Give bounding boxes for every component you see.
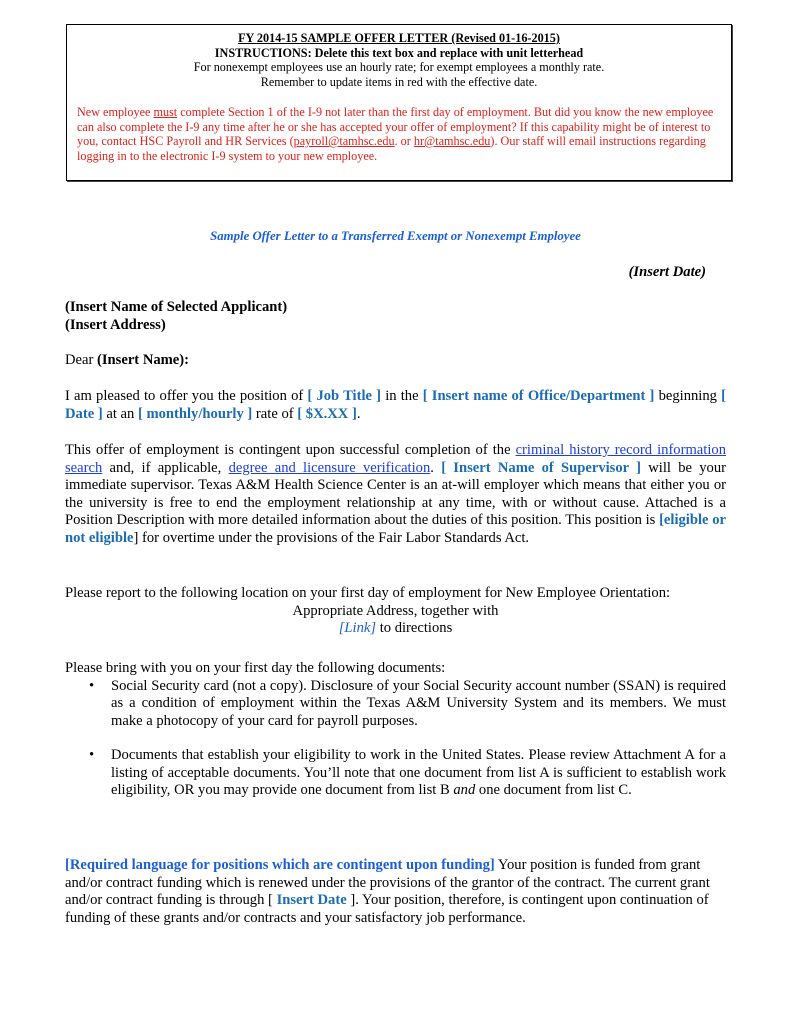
offer-text: in the xyxy=(381,388,423,404)
salutation xyxy=(65,352,726,370)
applicant-block xyxy=(65,299,726,334)
hr-email-link[interactable]: hr@tamhsc.edu xyxy=(413,134,491,148)
must-emphasis: must xyxy=(153,105,178,119)
rate-amount-field: [ $X.XX ] xyxy=(297,405,357,422)
funding-date-field: Insert Date xyxy=(276,892,347,908)
supervisor-field: [ Insert Name of Supervisor ] xyxy=(441,459,641,476)
list-item xyxy=(65,747,726,800)
applicant-name: (Insert Name of Selected Applicant) xyxy=(65,299,288,315)
i9-instructions xyxy=(77,105,721,163)
instructions-box xyxy=(66,24,732,181)
payroll-email-link[interactable]: payroll@tamhsc.edu xyxy=(293,134,395,148)
directions-text: to directions xyxy=(376,620,453,636)
instructions-header xyxy=(67,31,731,89)
bullet-icon: • xyxy=(89,747,95,763)
eligibility-requirement: one document from list C. xyxy=(475,782,632,798)
instructions-line: INSTRUCTIONS: Delete this text box and replace with unit letterhead xyxy=(214,45,584,60)
list-item xyxy=(65,678,726,731)
department-field: [ Insert name of Office/Department ] xyxy=(422,388,655,404)
i9-text: . or xyxy=(394,134,414,148)
i9-text: New employee xyxy=(77,105,154,119)
bullet-icon: • xyxy=(89,677,95,694)
instructions-update-note: Remember to update items in red with the effective date. xyxy=(260,74,538,89)
offer-text: at an xyxy=(102,405,138,422)
applicant-address: (Insert Address) xyxy=(65,316,166,333)
offer-text: rate of xyxy=(252,405,298,422)
documents-list xyxy=(65,678,726,800)
report-address: Appropriate Address, together with xyxy=(292,602,499,619)
eligibility-requirement: Documents that establish your eligibility to work in the United States. Please review Attachment A for a listing of acceptable documents. You’ll note that one document from list A is sufficient to establish work eligibility, OR you may provide one document from list B xyxy=(111,747,726,798)
start-date-field: [ Date ] xyxy=(65,388,726,422)
criminal-history-link[interactable]: criminal history record information search xyxy=(65,442,726,476)
salutation-prefix: Dear xyxy=(65,352,98,368)
funding-text: Your position is funded from grant and/or contract funding which is renewed under the provisions of the grantor of the contract. The current grant and/or contract funding is through [ xyxy=(65,857,710,908)
contingency-text: and, if applicable, xyxy=(102,459,229,476)
directions-line xyxy=(65,620,726,638)
offer-paragraph xyxy=(65,388,726,423)
i9-text: ). Our staff will email instructions regarding logging in to the electronic I-9 system to your new employee. xyxy=(77,134,706,163)
instructions-rate-note: For nonexempt employees use an hourly rate; for exempt employees a monthly rate. xyxy=(193,60,605,74)
job-title-field: [ Job Title ] xyxy=(307,388,382,404)
report-text: Please report to the following location on your first day of employment for New Employee Orientation: xyxy=(65,585,671,601)
offer-text: I am pleased to offer you the position of xyxy=(65,388,308,404)
offer-text: . xyxy=(356,405,361,422)
rate-type-field: [ monthly/hourly ] xyxy=(137,405,253,422)
offer-text: beginning xyxy=(654,388,722,404)
funding-text: ]. Your position, therefore, is contingent upon continuation of funding of these grants and/or contracts and your satisfactory job performance. xyxy=(65,892,709,926)
contingency-text: . xyxy=(430,459,442,476)
report-paragraph xyxy=(65,585,726,638)
contingency-text: will be your immediate supervisor. Texas A&M Health Science Center is an at-will employer which means that either you or the university is free to end the employment relationship at any time, with or without cause. Attached is a Position Description with more detailed information about the duties of this position. This position is xyxy=(65,459,726,528)
insert-date: (Insert Date) xyxy=(628,264,706,280)
salutation-name: (Insert Name): xyxy=(97,352,190,368)
contingency-paragraph xyxy=(65,442,726,547)
contingency-text: ] for overtime under the provisions of the Fair Labor Standards Act. xyxy=(133,529,530,546)
sample-title: Sample Offer Letter to a Transferred Exempt or Nonexempt Employee xyxy=(210,229,581,243)
documents-paragraph xyxy=(65,660,726,800)
and-emphasis: and xyxy=(453,782,476,798)
directions-link[interactable]: [Link] xyxy=(338,620,377,636)
contingency-text: This offer of employment is contingent upon successful completion of the xyxy=(65,442,516,458)
i9-text: complete Section 1 of the I-9 not later than the first day of employment. But did you know the new employee can also complete the I-9 any time after he or she has accepted your offer of employment? If this capability might be of interest to you, contact HSC Payroll and HR Services ( xyxy=(77,105,714,148)
overtime-eligibility-field: [eligible or not eligible xyxy=(65,512,726,546)
instructions-title: FY 2014-15 SAMPLE OFFER LETTER (Revised 01-16-2015) xyxy=(238,31,560,45)
ssn-requirement: Social Security card (not a copy). Disclosure of your Social Security account number (SSAN) is required as a condition of employment within the Texas A&M University System and its members. We must make a photocopy of your card for payroll purposes. xyxy=(111,677,726,729)
funding-language-field: [Required language for positions which are contingent upon funding] xyxy=(65,857,495,873)
funding-paragraph xyxy=(65,857,726,927)
documents-intro: Please bring with you on your first day the following documents: xyxy=(65,660,446,676)
degree-verification-link[interactable]: degree and licensure verification xyxy=(228,459,431,476)
